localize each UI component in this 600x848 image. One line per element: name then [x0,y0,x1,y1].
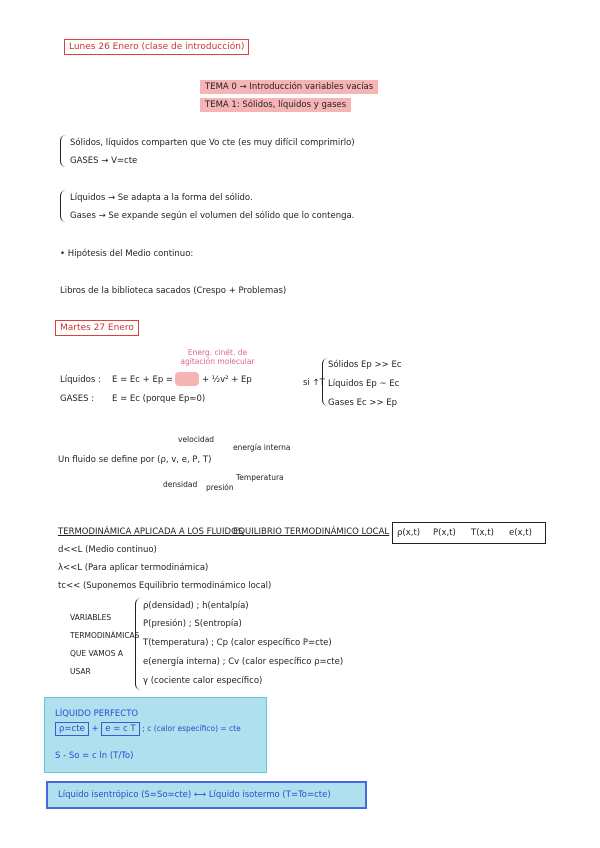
p-xt: P(x,t) [433,528,456,538]
var-row-1: ρ(densidad) ; h(entalpía) [143,601,249,611]
tc-ll-line: tc<< (Suponemos Equilibrio termodinámico local) [58,581,272,591]
e-xt: e(x,t) [509,528,532,538]
plus-sign: + [91,724,99,734]
fluido-definition: Un fluido se define por (ρ, v, e, P, T) [58,455,212,465]
liquido-perfecto-title: LÍQUIDO PERFECTO [55,709,139,719]
perfect-liquid-formula [55,725,241,734]
liquidos-label: Líquidos : [60,375,101,385]
tema-0: TEMA 0 → Introducción variables vacías [200,80,378,94]
highlight-ec-term [175,372,199,386]
isentropico-panel [46,781,367,809]
rho-cte-box: ρ=cte [55,722,89,736]
densidad-label: densidad [163,480,198,489]
brace-1 [60,135,67,167]
velocidad-label: velocidad [178,435,215,444]
gases-label: GASES : [60,394,95,404]
entropy-formula: S - So = c ln (T/To) [55,751,134,761]
lambda-ll-line: λ<<L (Para aplicar termodinámica) [58,563,209,573]
var-row-3: T(temperatura) ; Cp (calor específico P=cte) [143,638,332,648]
liquidos-adapta-line: Líquidos → Se adapta a la forma del sólido. [70,193,253,203]
var-row-5: γ (cociente calor específico) [143,676,263,686]
gases-equation: E = Ec (porque Ep≈0) [112,394,206,404]
isentropico-text: Líquido isentrópico (S=So=cte) ⟷ Líquido isotermo (T=To=cte) [58,790,331,800]
libros-line: Libros de la biblioteca sacados (Crespo + Problemas) [60,286,287,296]
solidos-energy-row: Sólidos Ep >> Ec [328,360,402,370]
liquidos-equation-tail: + ½v² + Ep [202,375,252,385]
var-row-4: e(energía interna) ; Cv (calor específico ρ=cte) [143,657,344,667]
presion-label: presión [206,483,234,492]
local-variables-box [392,522,546,544]
solidos-liquidos-line: Sólidos, líquidos comparten que Vo cte (es muy difícil comprimirlo) [70,138,355,148]
var-label-3: QUE VAMOS A [70,649,123,658]
equilibrio-title: EQUILIBRIO TERMODINÁMICO LOCAL [233,527,390,537]
var-label-4: USAR [70,667,91,676]
var-label-2: TERMODINÁMICAS [70,631,140,640]
gases-energy-row: Gases Ec >> Ep [328,398,398,408]
t-xt: T(x,t) [471,528,494,538]
e-ct-box: e = c T [101,722,139,736]
gases-line: GASES → V=cte [70,156,138,166]
temperatura-label: Temperatura [236,473,284,482]
rho-xt: ρ(x,t) [397,528,421,538]
date-header-lunes: Lunes 26 Enero (clase de introducción) [64,39,249,55]
hipotesis-line: • Hipótesis del Medio continuo: [60,249,194,259]
var-label-1: VARIABLES [70,613,112,622]
liquido-perfecto-panel [44,697,267,773]
brace-vars [135,598,142,690]
energia-interna-label: energía interna [233,443,291,452]
var-row-2: P(presión) ; S(entropía) [143,619,242,629]
tema-1: TEMA 1: Sólidos, líquidos y gases [200,98,351,112]
calor-especifico-text: ; c (calor específico) = cte [142,724,241,733]
energy-annotation: Energ. cinét. de agitación molecular [180,348,255,367]
brace-2 [60,190,67,222]
si-temp-up: si ↑T [303,378,325,388]
termo-title: TERMODINÁMICA APLICADA A LOS FLUIDOS [58,527,244,537]
date-header-martes: Martes 27 Enero [55,320,139,336]
gases-expande-line: Gases → Se expande según el volumen del sólido que lo contenga. [70,211,355,221]
d-ll-line: d<<L (Medio continuo) [58,545,157,555]
liquidos-equation: E = Ec + Ep = [112,375,174,385]
liquidos-energy-row: Líquidos Ep ~ Ec [328,379,400,389]
